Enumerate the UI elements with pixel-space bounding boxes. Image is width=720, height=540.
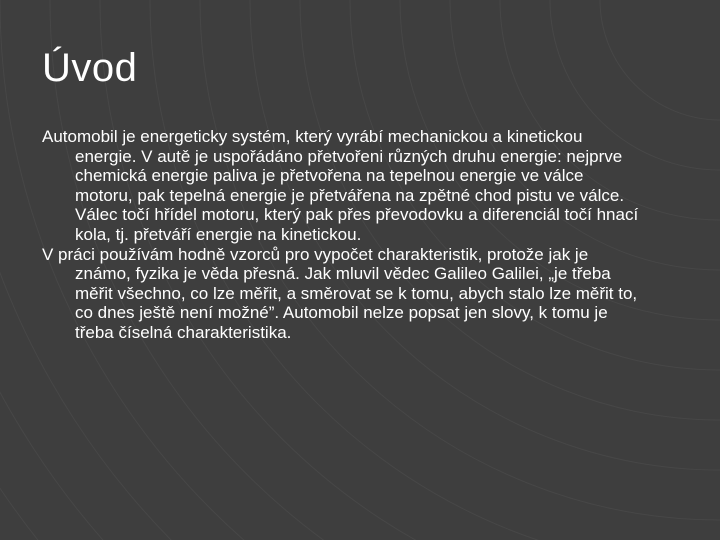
slide-title: Úvod: [42, 46, 138, 90]
paragraph-intro: Automobil je energeticky systém, který vyrábí mechanickou a kinetickou energie. V autě je uspořádáno přetvořeni různých druhu energie: nejprve chemická energie paliva je přetvořena na tepelnou energie ve válce motoru, pak tepelná energie je přetvářena na zpětné chod pistu ve válce. Válec točí hřídel motoru, který pak přes převodovku a diferenciál točí hnací kola, tj. přetváří energie na kinetickou.: [42, 127, 639, 244]
paragraph-methods: V práci používám hodně vzorců pro vypočet charakteristik, protože jak je známo, fyzika je věda přesná. Jak mluvil vědec Galileo Galilei, „je třeba měřit všechno, co lze měřit, a směrovat se k tomu, abych stalo lze měřit to, co dnes ještě není možné”. Automobil nelze popsat jen slovy, k tomu je třeba číselná charakteristika.: [42, 244, 638, 342]
slide-body: [42, 127, 642, 343]
